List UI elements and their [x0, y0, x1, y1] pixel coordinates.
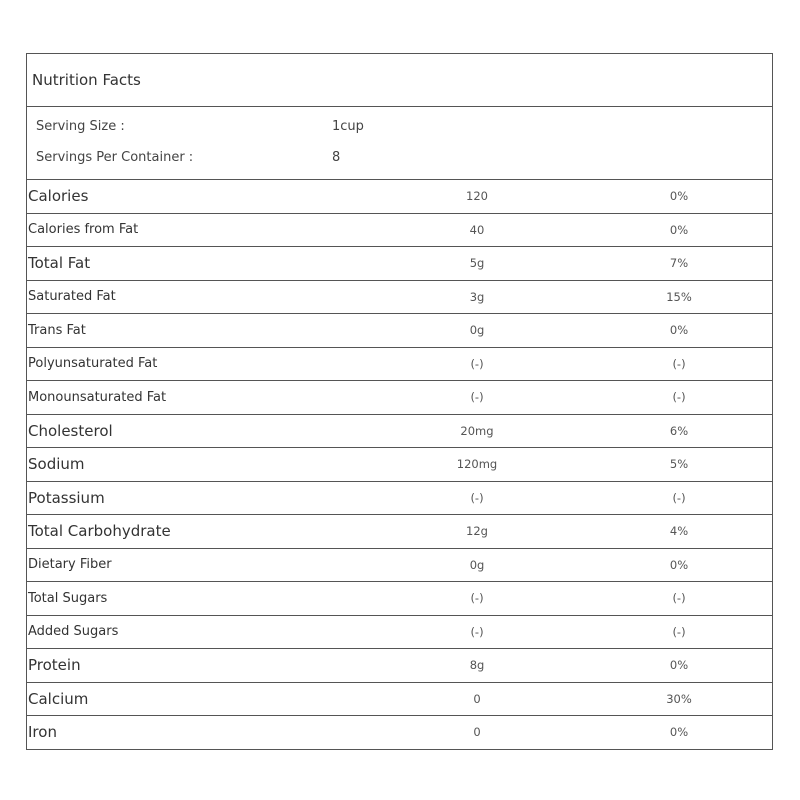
nutrient-row: [27, 180, 772, 214]
nutrient-row: [27, 415, 772, 449]
nutrient-label: Protein: [28, 656, 81, 675]
nutrient-row: [27, 716, 772, 749]
nutrient-label: Iron: [28, 723, 57, 742]
nutrient-daily-value: 15%: [666, 289, 692, 304]
nutrient-amount: (-): [470, 591, 484, 606]
nutrient-label: Calcium: [28, 689, 89, 708]
nutrient-label: Dietary Fiber: [28, 557, 112, 573]
nutrient-amount: 120mg: [456, 457, 498, 472]
nutrient-daily-value: (-): [672, 390, 686, 405]
nutrient-daily-value: 4%: [669, 524, 689, 539]
nutrient-amount: 0: [473, 691, 481, 706]
nutrient-row: [27, 247, 772, 281]
nutrient-daily-value: 6%: [669, 423, 689, 438]
nutrient-daily-value: 0%: [669, 557, 689, 572]
nutrient-label: Added Sugars: [28, 624, 119, 640]
nutrient-row: [27, 649, 772, 683]
serving-info: [27, 107, 772, 180]
nutrient-label: Total Sugars: [28, 590, 108, 606]
nutrient-amount: 8g: [469, 658, 485, 673]
nutrient-amount: 0g: [469, 323, 485, 338]
serving-size-label: Serving Size :: [36, 119, 125, 134]
nutrient-amount: 0: [473, 725, 481, 740]
title-text: Nutrition Facts: [32, 71, 141, 89]
nutrient-label: Total Carbohydrate: [28, 522, 171, 541]
servings-per-container-label: Servings Per Container :: [36, 150, 194, 165]
nutrient-daily-value: 0%: [669, 725, 689, 740]
nutrient-amount: 0g: [469, 557, 485, 572]
nutrient-row: [27, 482, 772, 516]
nutrient-daily-value: 0%: [669, 658, 689, 673]
nutrient-rows: [27, 180, 772, 749]
nutrient-daily-value: 7%: [669, 256, 689, 271]
nutrient-amount: (-): [470, 624, 484, 639]
nutrient-daily-value: (-): [672, 356, 686, 371]
nutrient-row: [27, 314, 772, 348]
servings-per-container-value: 8: [332, 150, 341, 165]
nutrient-label: Saturated Fat: [28, 289, 116, 305]
nutrient-row: [27, 549, 772, 583]
nutrient-row: [27, 683, 772, 717]
nutrient-daily-value: 0%: [669, 323, 689, 338]
servings-per-container-line: [36, 150, 341, 165]
nutrient-amount: 20mg: [460, 423, 494, 438]
nutrient-amount: 12g: [466, 524, 488, 539]
nutrient-row: [27, 381, 772, 415]
nutrient-daily-value: 0%: [669, 222, 689, 237]
nutrient-row: [27, 448, 772, 482]
nutrient-daily-value: 5%: [669, 457, 689, 472]
nutrient-row: [27, 281, 772, 315]
serving-size-line: [36, 119, 364, 134]
nutrient-daily-value: 0%: [669, 189, 689, 204]
nutrient-daily-value: (-): [672, 591, 686, 606]
nutrient-amount: 40: [469, 222, 485, 237]
nutrient-label: Calories: [28, 187, 89, 206]
nutrition-facts-title: [27, 54, 772, 107]
nutrient-label: Potassium: [28, 488, 105, 507]
nutrient-row: [27, 348, 772, 382]
nutrient-amount: 5g: [469, 256, 485, 271]
nutrient-daily-value: (-): [672, 624, 686, 639]
nutrient-row: [27, 214, 772, 248]
serving-size-value: 1cup: [332, 119, 364, 134]
nutrient-amount: (-): [470, 356, 484, 371]
nutrient-row: [27, 582, 772, 616]
nutrient-daily-value: 30%: [666, 691, 692, 706]
nutrient-label: Polyunsaturated Fat: [28, 356, 158, 372]
nutrient-row: [27, 515, 772, 549]
nutrient-label: Cholesterol: [28, 421, 113, 440]
nutrient-amount: 120: [466, 189, 488, 204]
nutrition-facts-table: [26, 53, 773, 750]
nutrient-amount: (-): [470, 390, 484, 405]
nutrient-amount: (-): [470, 490, 484, 505]
nutrient-daily-value: (-): [672, 490, 686, 505]
nutrient-row: [27, 616, 772, 650]
nutrient-label: Trans Fat: [28, 322, 86, 338]
nutrient-label: Monounsaturated Fat: [28, 389, 167, 405]
nutrient-amount: 3g: [469, 289, 485, 304]
nutrient-label: Total Fat: [28, 254, 91, 273]
nutrient-label: Calories from Fat: [28, 222, 139, 238]
nutrient-label: Sodium: [28, 455, 85, 474]
